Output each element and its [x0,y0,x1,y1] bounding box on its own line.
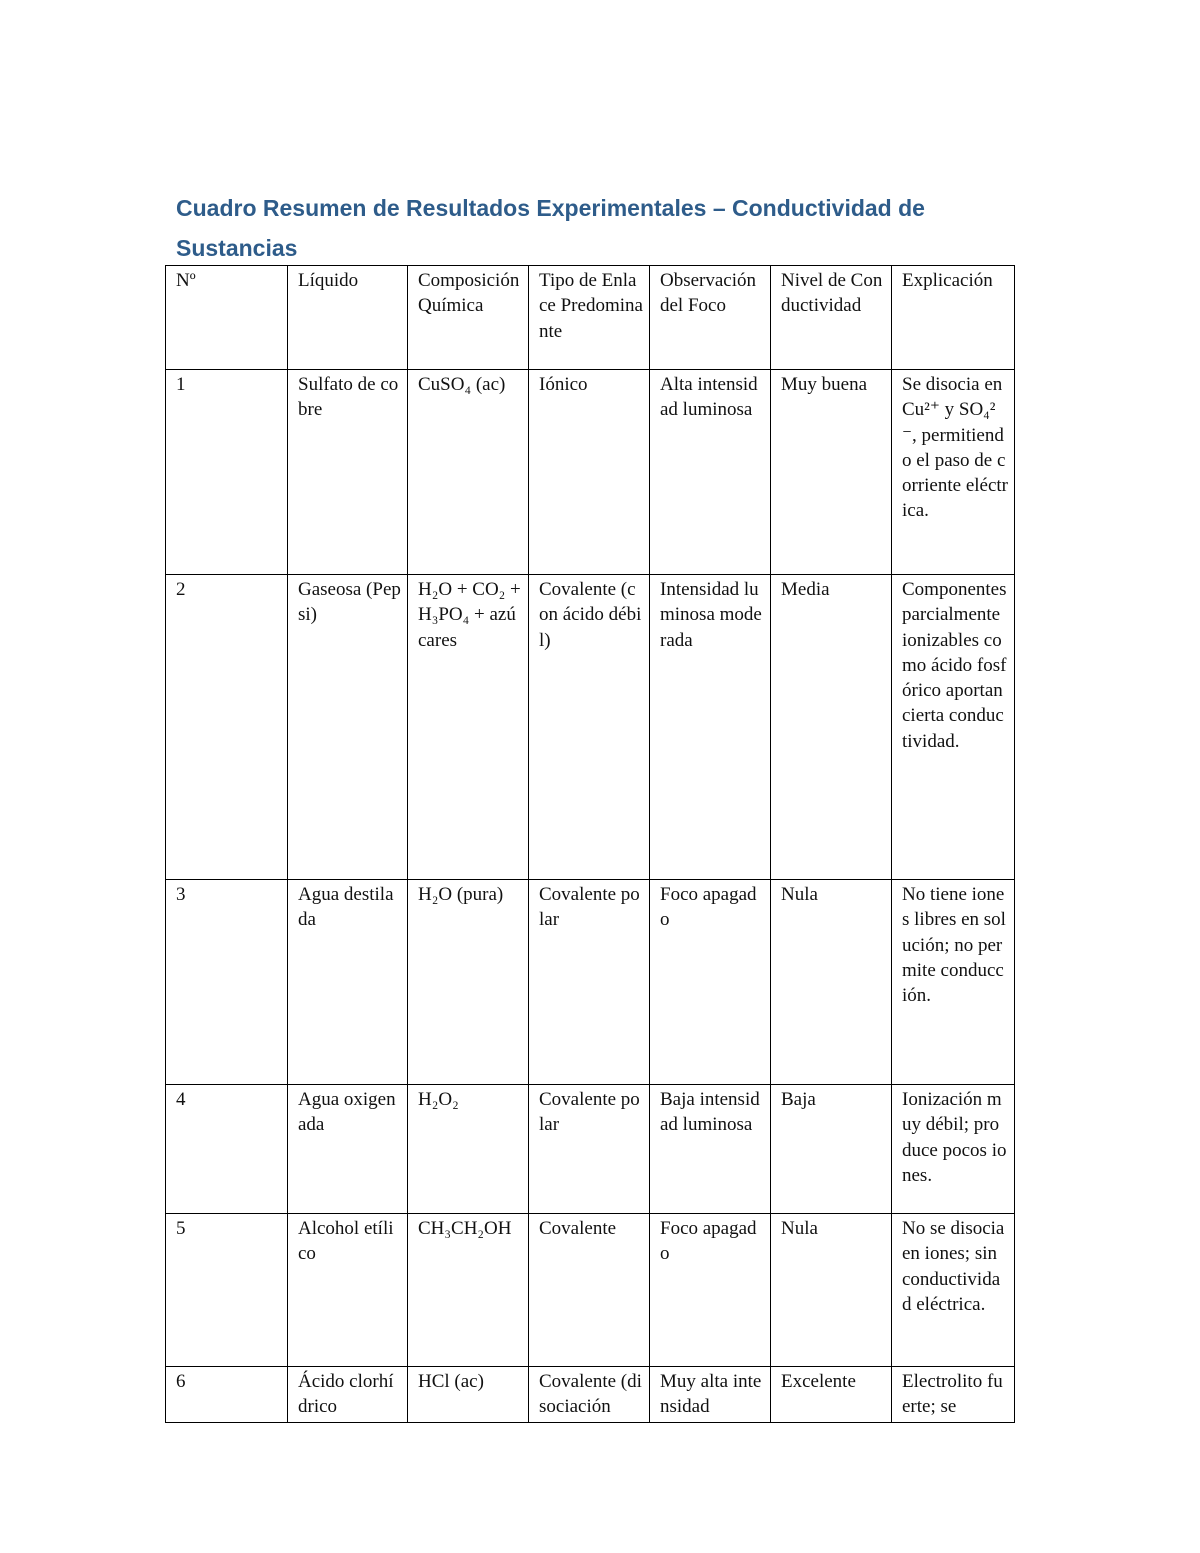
cell-liquid: Agua destilada [288,880,408,1085]
header-cell-bulb-observation: Observación del Foco [650,266,771,370]
cell-number: 2 [166,575,288,880]
cell-composition: HCl (ac) [408,1367,529,1423]
header-cell-number: Nº [166,266,288,370]
cell-composition: H₂O + CO₂ + H₃PO₄ + azúcares [408,575,529,880]
cell-liquid: Sulfato de cobre [288,370,408,575]
cell-explanation: Ionización muy débil; produce pocos iones. [892,1085,1015,1214]
cell-conductivity-level: Media [771,575,892,880]
cell-composition: CuSO₄ (ac) [408,370,529,575]
cell-composition: H₂O₂ [408,1085,529,1214]
cell-bulb-observation: Muy alta intensidad [650,1367,771,1423]
table-row [166,575,1015,880]
cell-explanation: Componentes parcialmente ionizables como ácido fosfórico aportan cierta conductividad. [892,575,1015,880]
cell-liquid: Alcohol etílico [288,1214,408,1367]
cell-bond-type: Covalente [529,1214,650,1367]
header-cell-composition: Composición Química [408,266,529,370]
cell-explanation: Electrolito fuerte; se [892,1367,1015,1423]
cell-liquid: Agua oxigenada [288,1085,408,1214]
cell-bond-type: Covalente (disociación [529,1367,650,1423]
cell-explanation: No se disocia en iones; sin conductividad eléctrica. [892,1214,1015,1367]
cell-liquid: Gaseosa (Pepsi) [288,575,408,880]
cell-composition: CH₃CH₂OH [408,1214,529,1367]
header-cell-bond-type: Tipo de Enlace Predominante [529,266,650,370]
cell-bond-type: Covalente polar [529,880,650,1085]
table-row [166,370,1015,575]
header-cell-liquid: Líquido [288,266,408,370]
cell-bond-type: Covalente (con ácido débil) [529,575,650,880]
table-row [166,1085,1015,1214]
cell-conductivity-level: Muy buena [771,370,892,575]
table-row [166,880,1015,1085]
table-row [166,1214,1015,1367]
cell-conductivity-level: Nula [771,880,892,1085]
cell-number: 3 [166,880,288,1085]
cell-bulb-observation: Foco apagado [650,880,771,1085]
cell-composition: H₂O (pura) [408,880,529,1085]
cell-bulb-observation: Intensidad luminosa moderada [650,575,771,880]
cell-bulb-observation: Alta intensidad luminosa [650,370,771,575]
cell-explanation: No tiene iones libres en solución; no permite conducción. [892,880,1015,1085]
cell-explanation: Se disocia en Cu²⁺ y SO₄²⁻, permitiendo el paso de corriente eléctrica. [892,370,1015,575]
cell-number: 1 [166,370,288,575]
document-title: Cuadro Resumen de Resultados Experimentales – Conductividad de Sustancias [176,195,925,261]
results-table [165,265,1015,1423]
cell-number: 4 [166,1085,288,1214]
cell-bulb-observation: Foco apagado [650,1214,771,1367]
cell-bulb-observation: Baja intensidad luminosa [650,1085,771,1214]
cell-number: 5 [166,1214,288,1367]
cell-liquid: Ácido clorhídrico [288,1367,408,1423]
header-cell-conductivity-level: Nivel de Conductividad [771,266,892,370]
cell-conductivity-level: Baja [771,1085,892,1214]
cell-bond-type: Iónico [529,370,650,575]
cell-bond-type: Covalente polar [529,1085,650,1214]
cell-number: 6 [166,1367,288,1423]
cell-conductivity-level: Nula [771,1214,892,1367]
table-header-row [166,266,1015,370]
table-row [166,1367,1015,1423]
header-cell-explanation: Explicación [892,266,1015,370]
cell-conductivity-level: Excelente [771,1367,892,1423]
